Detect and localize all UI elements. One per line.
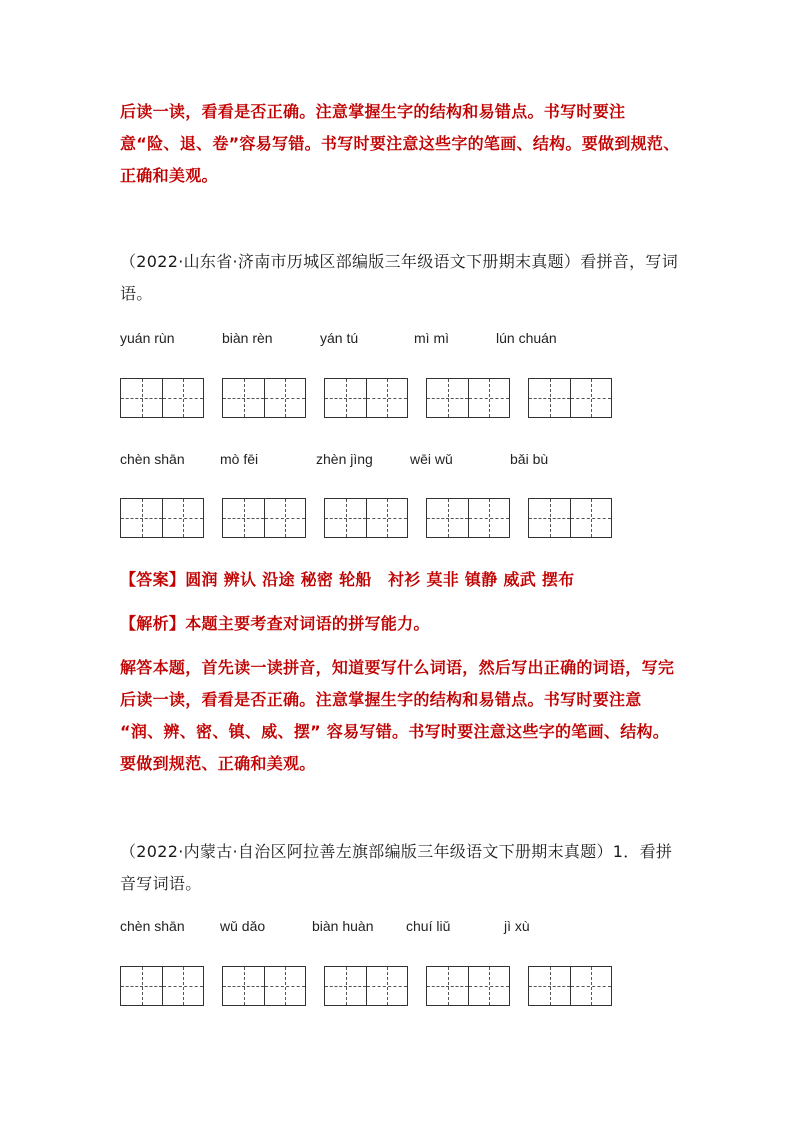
pinyin-item: zhèn jìng [316,451,373,467]
writing-grid[interactable] [426,966,510,1006]
pinyin-item: chuí liǔ [406,918,451,934]
writing-grid[interactable] [120,378,204,418]
pinyin-item: mì mì [414,330,449,346]
pinyin-item: yuán rùn [120,330,175,346]
writing-grid[interactable] [426,378,510,418]
pinyin-item: biàn huàn [312,918,374,934]
writing-grid[interactable] [324,378,408,418]
writing-grid[interactable] [528,966,612,1006]
pinyin-item: mò fēi [220,451,259,467]
analysis-paragraph: 解答本题，首先读一读拼音，知道要写什么词语，然后写出正确的词语，写完后读一读，看看是否正确。注意掌握生字的结构和易错点。书写时要注意 “润、辨、密、镇、威、摆” 容易写错。书写时要注意这些字的笔画、结构。要做到规范、正确和美观。 [120,658,675,773]
writing-grid[interactable] [222,966,306,1006]
writing-grid[interactable] [426,498,510,538]
writing-grid[interactable] [324,966,408,1006]
pinyin-item: wēi wǔ [410,451,453,467]
writing-grid[interactable] [528,498,612,538]
pinyin-item: bǎi bù [510,451,549,467]
writing-grid[interactable] [120,498,204,538]
pinyin-item: biàn rèn [222,330,273,346]
intro-paragraph: 后读一读，看看是否正确。注意掌握生字的结构和易错点。书写时要注意“险、退、卷”容易写错。书写时要注意这些字的笔画、结构。要做到规范、正确和美观。 [120,102,680,185]
writing-grid[interactable] [528,378,612,418]
pinyin-item: jì xù [504,918,530,934]
pinyin-item: chèn shān [120,918,185,934]
question-1-title: （2022·山东省·济南市历城区部编版三年级语文下册期末真题）看拼音，写词语。 [120,252,678,303]
writing-grid[interactable] [222,498,306,538]
question-2-title: （2022·内蒙古·自治区阿拉善左旗部编版三年级语文下册期末真题）1．看拼音写词语。 [120,842,673,893]
pinyin-item: lún chuán [496,330,557,346]
pinyin-item: chèn shān [120,451,185,467]
pinyin-item: yán tú [320,330,359,346]
writing-grid[interactable] [120,966,204,1006]
pinyin-item: wǔ dǎo [220,918,266,934]
writing-grid[interactable] [222,378,306,418]
analysis-label: 【解析】本题主要考查对词语的拼写能力。 [120,614,430,633]
writing-grid[interactable] [324,498,408,538]
answer-line: 【答案】圆润 辨认 沿途 秘密 轮船 衬衫 莫非 镇静 威武 摆布 [120,570,575,589]
